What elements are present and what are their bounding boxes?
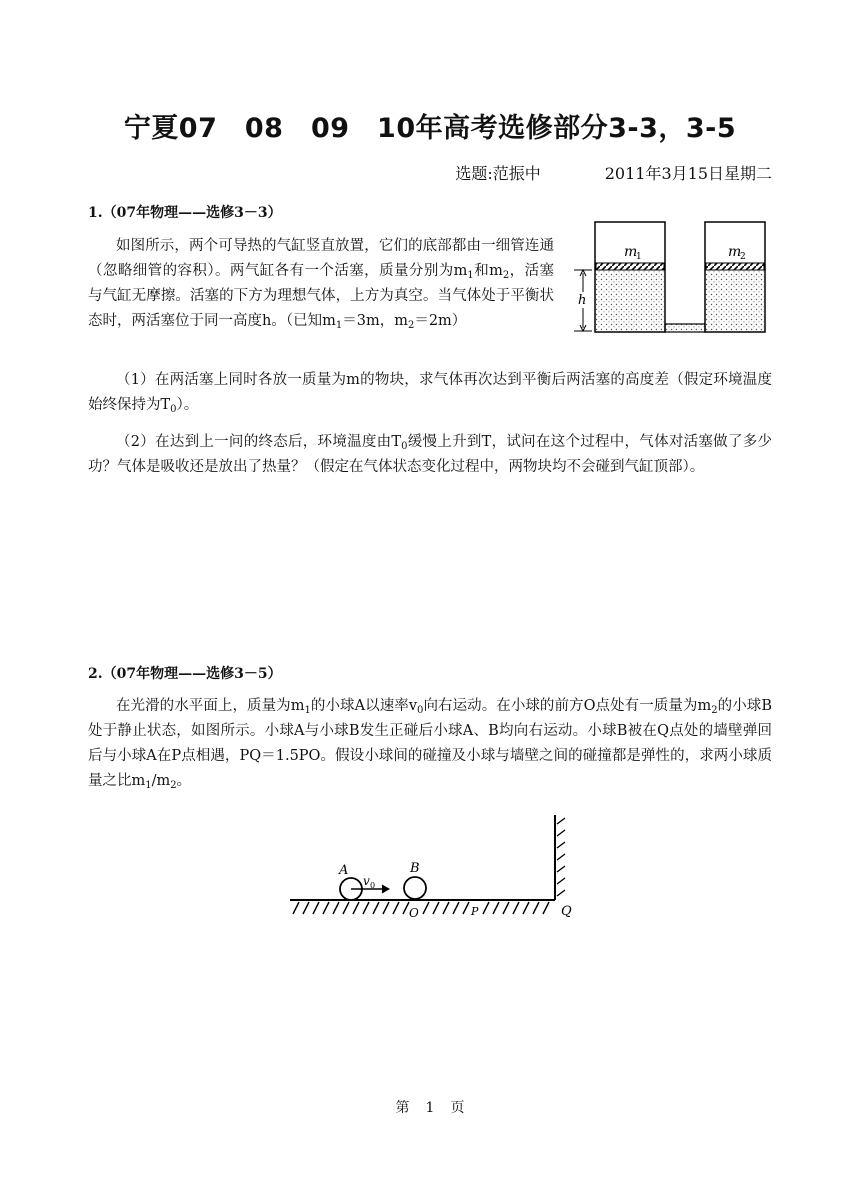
svg-text:1: 1 [636,252,642,262]
figure-label-h: h [578,293,587,308]
author-label: 选题:范振中 [455,164,541,183]
date-label: 2011年3月15日星期二 [604,164,772,183]
point-p-label: P [471,905,479,918]
ball-b-label: B [410,861,420,876]
page-footer: 第 1 页 [395,1100,465,1116]
figure-label-m2: m [728,244,742,260]
point-q-label: Q [561,904,572,919]
page-number: 1 [425,1100,435,1116]
point-o-label: O [409,906,419,920]
q1-part2: （2）在达到上一问的终态后，环境温度由$T_0$缓慢上升到T，试问在这个过程中，气体对活塞做了多少功？气体是吸收还是放出了热量？（假定在气体状态变化过程中，两物块均不会碰到气缸顶部）。 [88,434,772,475]
collision-figure [285,810,585,925]
figure-label-m1: m [624,244,638,260]
page-title: 宁夏07 08 09 10年高考选修部分3-3，3-5 [123,113,737,144]
q1-heading: 1.（07年物理——选修3－3） [88,205,282,221]
q1-part1: （1）在两活塞上同时各放一质量为m的物块，求气体再次达到平衡后两活塞的高度差（假定环境温度始终保持为$T_0$）。 [88,372,772,415]
q2-text: 在光滑的水平面上，质量为$m_1$的小球A以速率$v_0$向右运动。在小球的前方O点处有一质量为$m_2$的小球B处于静止状态，如图所示。小球A与小球B发生正碰后小球A、B均向右运动。小球B被在Q点处的墙壁弹回后与小球A在P点相遇，PQ＝1.5PO。假设小球间的碰撞及小球与墙壁之间的碰撞都是弹性的，求两小球质量之比$m_1/m_2$。 [88,698,773,791]
svg-text:0: 0 [370,881,376,890]
cylinder-figure [570,218,780,340]
q1-intro: 如图所示，两个可导热的气缸竖直放置，它们的底部都由一细管连通（忽略细管的容积）。两气缸各有一个活塞，质量分别为$m_1$和$m_2$，活塞与气缸无摩擦。活塞的下方为理想气体，上方为真空。当气体处于平衡状态时，两活塞位于同一高度h。（已知$m_1=3m$，$m_2=2m$） [88,238,555,331]
ball-a-label: A [339,863,349,878]
q2-heading: 2.（07年物理——选修3－5） [88,666,282,682]
svg-text:2: 2 [740,252,746,262]
meta-line [455,161,772,184]
velocity-label: v [363,874,370,888]
